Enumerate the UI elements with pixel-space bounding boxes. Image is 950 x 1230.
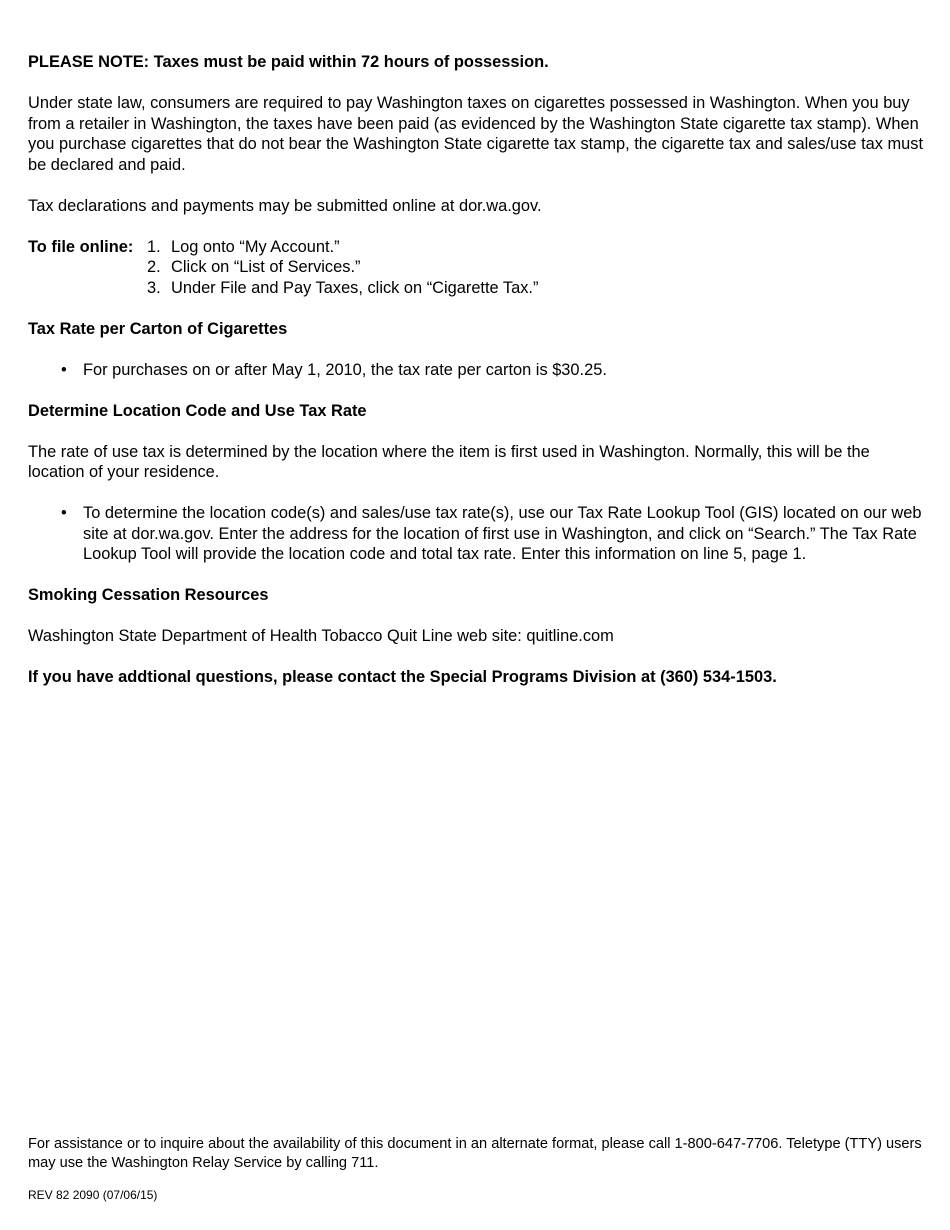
accessibility-footer: For assistance or to inquire about the availability of this document in an alternate format, please call 1-800-647-7706. Teletype (TTY) users may use the Washington Relay Service by calling 711. [28,1136,922,1171]
location-paragraph: The rate of use tax is determined by the location where the item is first used in Washington. Normally, this will be the location of your residence. [28,442,870,481]
intro-paragraph: Under state law, consumers are required to pay Washington taxes on cigarettes possessed in Washington. When you buy from a retailer in Washington, the taxes have been paid (as evidenced by the Washington State cigarette tax stamp). When you purchase cigarettes that do not bear the Washington State cigarette tax stamp, the cigarette tax and sales/use tax must be declared and paid. [28,94,924,174]
form-id: REV 82 2090 (07/06/15) [28,1188,158,1202]
file-online-block [28,237,923,299]
file-online-steps [147,237,538,299]
bullet-icon: • [61,360,67,379]
smoking-text: Washington State Department of Health Tobacco Quit Line web site: quitline.com [28,627,614,645]
step-text: Click on “List of Services.” [171,258,361,276]
contact-text: If you have addtional questions, please contact the Special Programs Division at (360) 534-1503. [28,668,777,686]
document-body [28,52,923,688]
step-item [147,257,538,278]
tax-rate-heading: Tax Rate per Carton of Cigarettes [28,319,288,338]
step-text: Log onto “My Account.” [171,237,340,256]
step-item [147,278,538,299]
location-heading: Determine Location Code and Use Tax Rate [28,401,367,420]
step-number: 2. [147,258,161,276]
step-number: 1. [147,237,161,256]
step-item [147,237,538,258]
tax-rate-bullet-text: For purchases on or after May 1, 2010, the tax rate per carton is $30.25. [83,360,607,379]
please-note: PLEASE NOTE: Taxes must be paid within 72 hours of possession. [28,53,549,71]
smoking-heading: Smoking Cessation Resources [28,586,269,604]
step-text: Under File and Pay Taxes, click on “Cigarette Tax.” [171,278,539,297]
file-online-label: To file online: [28,237,134,256]
location-bullet [28,503,923,565]
location-bullet-text: To determine the location code(s) and sales/use tax rate(s), use our Tax Rate Lookup Tool (GIS) located on our web site at dor.wa.gov. Enter the address for the location of first use in Washington, and click on “Search.” The Tax Rate Lookup Tool will provide the location code and total tax rate. Enter this information on line 5, page 1. [83,504,922,563]
bullet-icon: • [61,504,67,522]
step-number: 3. [147,278,161,297]
tax-rate-bullet [28,360,923,381]
online-submission-text: Tax declarations and payments may be submitted online at dor.wa.gov. [28,196,542,215]
